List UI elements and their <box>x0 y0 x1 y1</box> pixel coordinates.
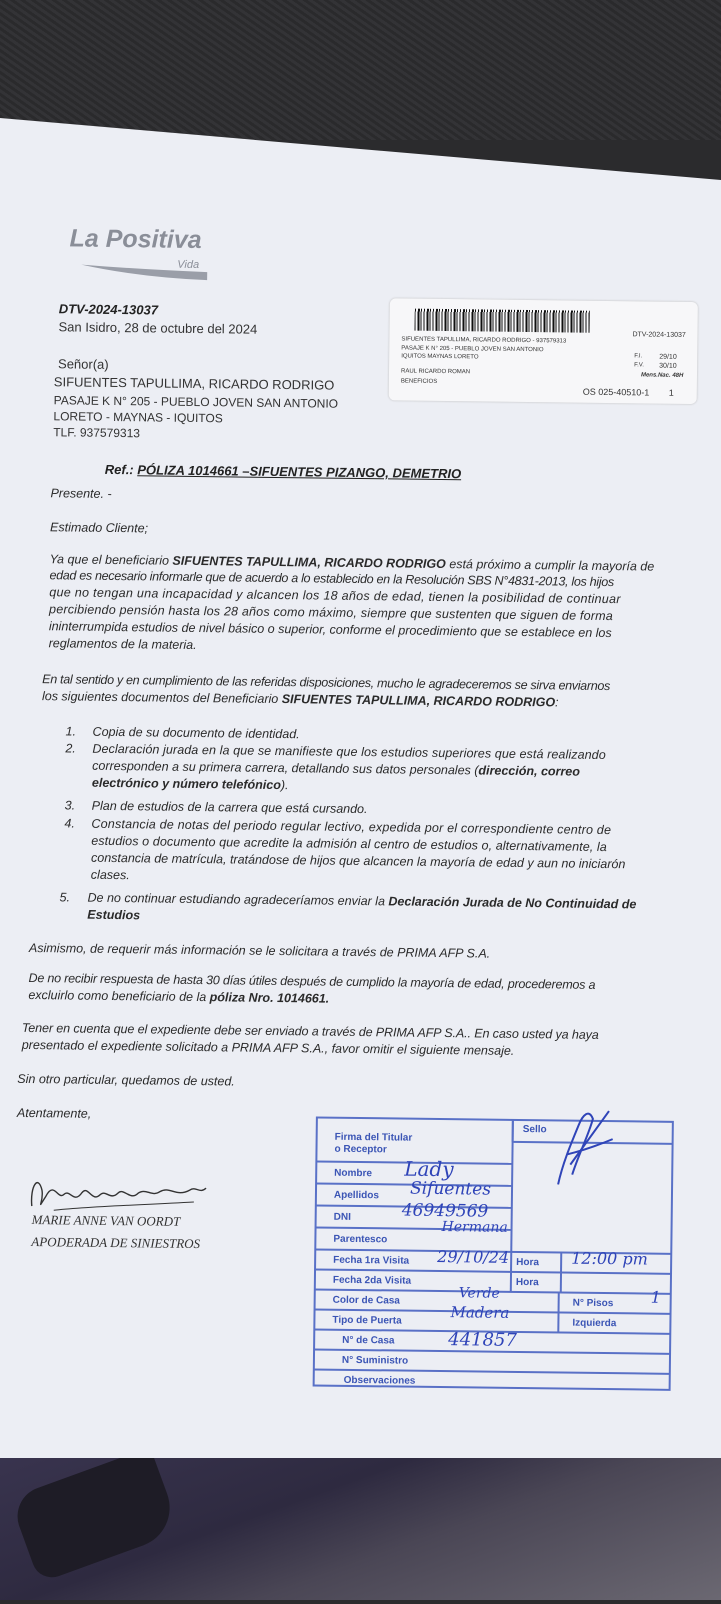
recipient-address-2: LORETO - MAYNAS - IQUITOS <box>53 409 223 425</box>
stamp-hora1-value: 12:00 pm <box>571 1249 648 1269</box>
list-item-number: 3. <box>65 798 76 812</box>
paragraph-1-line-3: que no tengan una incapacidad y alcancen los 18 años de edad, tienen la posibilidad de continuar <box>49 585 621 606</box>
paragraph-1-line-4: percibiendo pensión hasta los 28 años como máximo, siempre que sustenten que siguen de forma <box>49 602 613 623</box>
label-code: DTV-2024-13037 <box>632 331 685 339</box>
stamp-parentesco-label: Parentesco <box>333 1234 387 1246</box>
label-line-1: SIFUENTES TAPULLIMA, RICARDO RODRIGO - 937579313 <box>401 336 566 344</box>
stamp-color-label: Color de Casa <box>333 1295 400 1307</box>
label-fi: F.I. <box>634 353 642 359</box>
stamp-dni-value: 46949569 <box>402 1201 489 1222</box>
stamp-color-value: Verde <box>459 1285 500 1302</box>
stamp-parentesco-value: Hermana <box>441 1219 507 1236</box>
greeting: Estimado Cliente; <box>50 520 148 535</box>
list-item-4-line-3: constancia de matrícula, tratándose de hijos que alcancen la mayoría de edad y aun no iniciarón <box>91 851 626 872</box>
stamp-nombre-value: Lady <box>404 1157 454 1182</box>
list-item-2-line-1: Declaración jurada en la que se manifieste que los estudios superiores que está realizando <box>92 742 606 762</box>
list-item-4-line-4: clases. <box>91 868 130 882</box>
stamp-ncasa-label: N° de Casa <box>342 1335 394 1347</box>
paragraph-4-line-1: De no recibir respuesta de hasta 30 días útiles después de cumplido la mayoría de edad, procederemos a <box>28 971 595 992</box>
stamp-suministro-value: 441857 <box>448 1329 517 1351</box>
reference-prefix: Ref.: <box>105 462 134 477</box>
list-item-number: 1. <box>66 724 77 738</box>
stamp-firma-label: Firma del Titular <box>335 1132 413 1144</box>
label-fi-value: 29/10 <box>659 354 677 361</box>
presente: Presente. - <box>50 486 111 501</box>
stamp-pisos-value: 1 <box>651 1288 661 1307</box>
paragraph-2-line-2: los siguientes documentos del Beneficiario SIFUENTES TAPULLIMA, RICARDO RODRIGO: <box>42 689 559 709</box>
paragraph-1-line-6: reglamentos de la materia. <box>49 636 197 652</box>
paragraph-5-line-2: presentado el expediente solicitado a PRIMA AFP S.A., favor omitir el siguiente mensaje. <box>22 1038 515 1058</box>
paragraph-4-line-2: excluirlo como beneficiario de la póliza Nro. 1014661. <box>28 988 329 1006</box>
signatory-name: MARIE ANNE VAN OORDT <box>32 1212 181 1230</box>
list-item-2-line-2: corresponden a su primera carrera, detallando sus datos personales (dirección, correo <box>92 759 580 779</box>
stamp-sello-label: Sello <box>523 1124 547 1135</box>
barcode <box>415 309 590 333</box>
stamp-observaciones-label: Observaciones <box>344 1375 416 1387</box>
stamp-fecha1-value: 29/10/24 <box>437 1247 509 1267</box>
label-fv-value: 30/10 <box>659 363 677 370</box>
date-line: San Isidro, 28 de octubre del 2024 <box>58 319 257 336</box>
list-item-4-line-2: estudios o documento que acredite la admisión al centro de estudios o, alternativamente, la <box>91 834 607 854</box>
stamp-apellidos-label: Apellidos <box>334 1190 379 1202</box>
stamp-fecha1-label: Fecha 1ra Visita <box>333 1255 409 1267</box>
closing-line: Sin otro particular, quedamos de usted. <box>17 1072 235 1089</box>
stamp-fecha2-label: Fecha 2da Visita <box>333 1275 411 1287</box>
list-item-5-line-2: Estudios <box>87 908 140 923</box>
stamp-izquierda-label: Izquierda <box>572 1318 616 1330</box>
label-line-3: IQUITOS MAYNAS LORETO <box>401 353 478 360</box>
label-mens: Mens.Nac. 48H <box>641 372 683 379</box>
reference-text: PÓLIZA 1014661 –SIFUENTES PIZANGO, DEMETRIO <box>137 462 461 481</box>
logo-subtitle: Vida <box>177 259 199 271</box>
list-item-5-line-1: De no continuar estudiando agradeceríamos enviar la Declaración Jurada de No Continuidad de <box>87 891 636 912</box>
company-logo: La Positiva <box>69 224 201 255</box>
stamp-apellidos-value: Sifuentes <box>410 1179 491 1200</box>
policy-reference <box>105 462 462 481</box>
stamp-suministro-label: N° Suministro <box>342 1355 408 1367</box>
label-fv: F.V. <box>634 362 644 368</box>
stamp-nombre-label: Nombre <box>334 1168 372 1179</box>
list-item-2-line-3: electrónico y número telefónico). <box>92 776 289 792</box>
stamp-dni-label: DNI <box>334 1212 351 1223</box>
list-item-4-line-1: Constancia de notas del periodo regular lectivo, expedida por el correspondiente centro de <box>91 817 611 837</box>
sign-off: Atentamente, <box>17 1106 92 1121</box>
recipient-phone: TLF. 937579313 <box>53 425 140 440</box>
paragraph-3: Asimismo, de requerir más información se le solicitara a través de PRIMA AFP S.A. <box>29 941 490 961</box>
label-count: 1 <box>669 388 674 398</box>
stamp-hora2-label: Hora <box>516 1277 539 1288</box>
mailing-label <box>389 298 698 404</box>
stamp-firma-label-2: o Receptor <box>334 1144 386 1156</box>
label-line-5: BENEFICIOS <box>401 378 437 384</box>
paragraph-1-line-5: ininterrumpida estudios de nivel básico o superior, conforme el procedimiento que se establece en los <box>49 619 612 640</box>
stamp-pisos-label: N° Pisos <box>573 1298 614 1309</box>
label-line-2: PASAJE K N° 205 - PUEBLO JOVEN SAN ANTONIO <box>401 345 543 353</box>
paragraph-2-line-1: En tal sentido y en cumplimiento de las referidas disposiciones, mucho le agradeceremos se sirva enviarnos <box>42 672 610 693</box>
signatory-role: APODERADA DE SINIESTROS <box>31 1234 200 1252</box>
label-os-number: OS 025-40510-1 <box>583 387 650 398</box>
paragraph-1-line-1: Ya que el beneficiario SIFUENTES TAPULLIMA, RICARDO RODRIGO está próximo a cumplir la mayoría de <box>50 552 655 573</box>
stamp-puerta-label: Tipo de Puerta <box>332 1315 401 1327</box>
recipient-name: SIFUENTES TAPULLIMA, RICARDO RODRIGO <box>54 374 335 392</box>
paragraph-5-line-1: Tener en cuenta que el expediente debe ser enviado a través de PRIMA AFP S.A.. En caso usted ya haya <box>22 1021 599 1042</box>
list-item-1: Copia de su documento de identidad. <box>93 725 300 742</box>
salutation: Señor(a) <box>58 356 109 372</box>
document-code: DTV-2024-13037 <box>59 301 158 317</box>
stamp-hora1-label: Hora <box>516 1257 539 1268</box>
list-item-number: 4. <box>64 816 75 830</box>
list-item-number: 5. <box>59 890 70 904</box>
paragraph-1-line-2: edad es necesario informarle que de acuerdo a lo establecido en la Resolución SBS N°4831-2013, los hijos <box>49 568 614 589</box>
list-item-3: Plan de estudios de la carrera que está cursando. <box>92 799 368 816</box>
list-item-number: 2. <box>65 741 76 755</box>
handwritten-signature-icon <box>548 1104 619 1195</box>
stamp-puerta-value: Madera <box>450 1303 509 1322</box>
delivery-stamp <box>309 1109 691 1404</box>
label-line-4: RAUL RICARDO ROMAN <box>401 368 470 375</box>
recipient-address-1: PASAJE K N° 205 - PUEBLO JOVEN SAN ANTONIO <box>54 393 339 410</box>
